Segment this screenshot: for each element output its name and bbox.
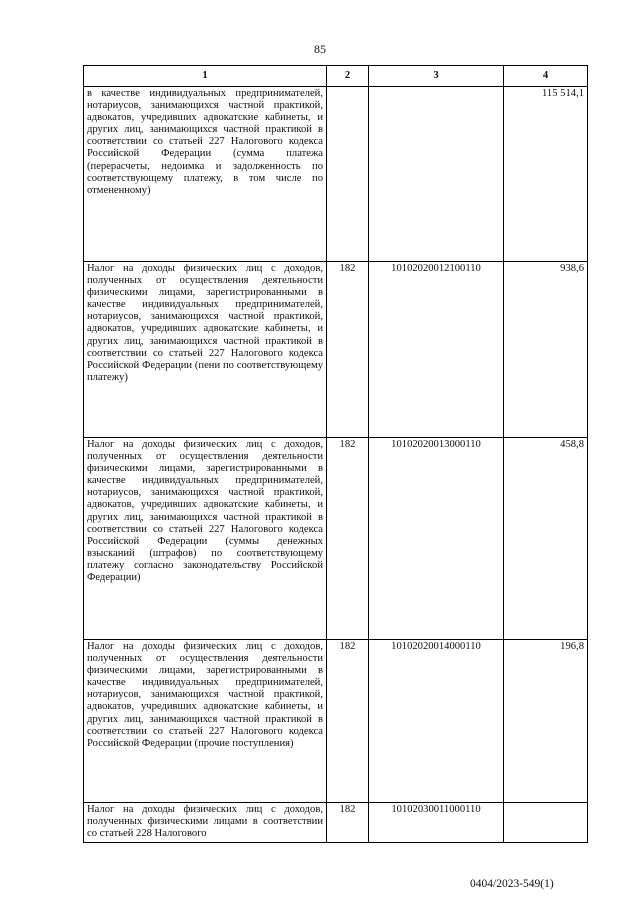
row-name: Налог на доходы физических лиц с доходов, полученных физическими лицами в соответствии со статьей 228 Налогового xyxy=(84,803,327,843)
table-row xyxy=(84,438,588,640)
header-col-3: 3 xyxy=(369,66,504,87)
table-row xyxy=(84,803,588,843)
row-kbk-code: 10102020013000110 xyxy=(369,438,504,640)
row-kbk-code: 10102020012100110 xyxy=(369,262,504,438)
row-admin-code: 182 xyxy=(327,438,369,640)
row-name: Налог на доходы физических лиц с доходов, полученных от осуществления деятельности физическими лицами, зарегистрированными в качестве индивидуальных предпринимателей, нотариусов, занимающихся частной практикой, адвокатов, учредивших адвокатские кабинеты, и других лиц, занимающихся частной практикой в соответствии со статьей 227 Налогового кодекса Российской Федерации (пени по соответствующему платежу) xyxy=(84,262,327,438)
header-col-1: 1 xyxy=(84,66,327,87)
row-kbk-code xyxy=(369,87,504,262)
document-number: 0404/2023-549(1) xyxy=(470,878,554,890)
row-admin-code xyxy=(327,87,369,262)
row-admin-code: 182 xyxy=(327,803,369,843)
row-name: в качестве индивидуальных предпринимателей, нотариусов, занимающихся частной практикой, адвокатов, учредивших адвокатские кабинеты, и других лиц, занимающихся частной практикой в соответствии со статьей 227 Налогового кодекса Российской Федерации (сумма платежа (перерасчеты, недоимка и задолженность по соответствующему платежу, в том числе по отмененному) xyxy=(84,87,327,262)
table-row xyxy=(84,640,588,803)
row-kbk-code: 10102030011000110 xyxy=(369,803,504,843)
row-admin-code: 182 xyxy=(327,640,369,803)
table-row xyxy=(84,87,588,262)
table-header-row xyxy=(84,66,588,87)
header-col-4: 4 xyxy=(504,66,588,87)
header-col-2: 2 xyxy=(327,66,369,87)
row-name: Налог на доходы физических лиц с доходов, полученных от осуществления деятельности физическими лицами, зарегистрированными в качестве индивидуальных предпринимателей, нотариусов, занимающихся частной практикой, адвокатов, учредивших адвокатские кабинеты, и других лиц, занимающихся частной практикой в соответствии со статьей 227 Налогового кодекса Российской Федерации (прочие поступления) xyxy=(84,640,327,803)
revenue-table xyxy=(83,65,588,843)
table-row xyxy=(84,262,588,438)
row-amount: 938,6 xyxy=(504,262,588,438)
row-kbk-code: 10102020014000110 xyxy=(369,640,504,803)
row-amount: 458,8 xyxy=(504,438,588,640)
page-number: 85 xyxy=(314,42,326,56)
row-admin-code: 182 xyxy=(327,262,369,438)
row-amount: 196,8 xyxy=(504,640,588,803)
row-amount: 115 514,1 xyxy=(504,87,588,262)
row-name: Налог на доходы физических лиц с доходов, полученных от осуществления деятельности физическими лицами, зарегистрированными в качестве индивидуальных предпринимателей, нотариусов, занимающихся частной практикой, адвокатов, учредивших адвокатские кабинеты, и других лиц, занимающихся частной практикой в соответствии со статьей 227 Налогового кодекса Российской Федерации (суммы денежных взысканий (штрафов) по соответствующему платежу согласно законодательству Российской Федерации) xyxy=(84,438,327,640)
row-amount xyxy=(504,803,588,843)
